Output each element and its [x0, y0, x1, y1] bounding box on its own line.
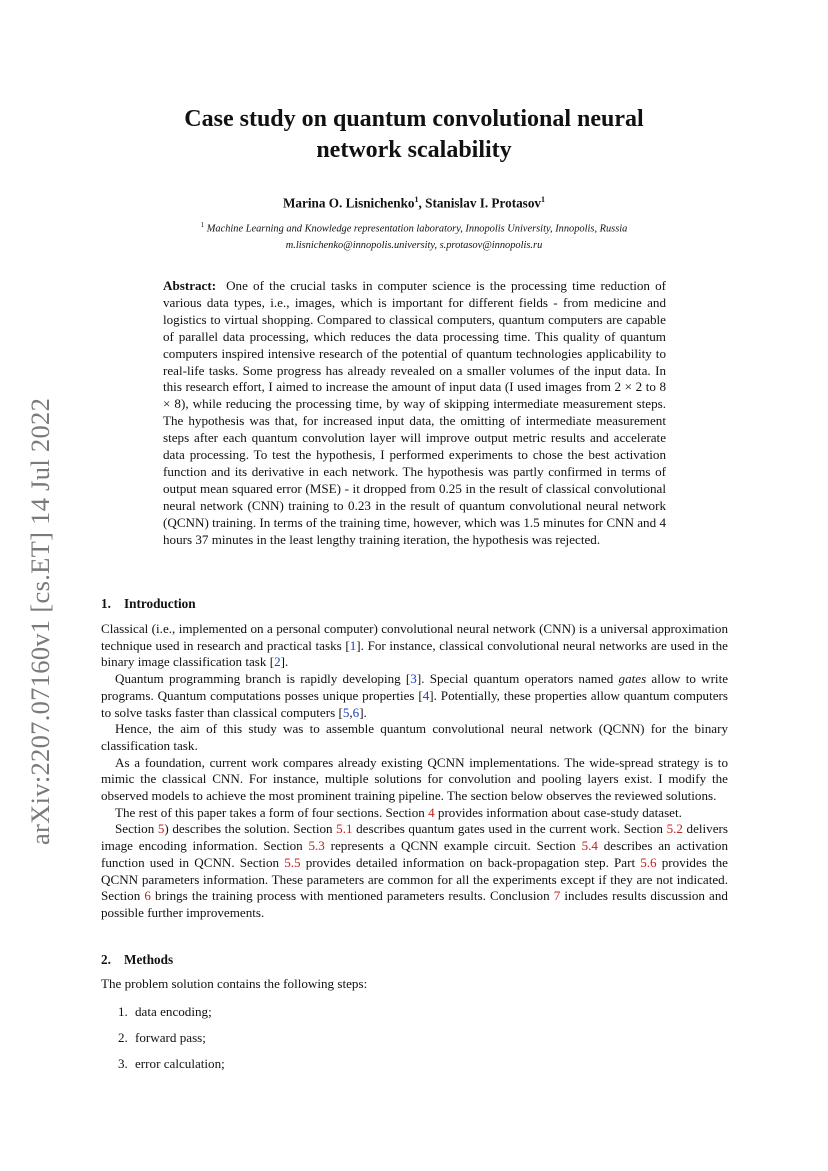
author-emails[interactable]: m.lisnichenko@innopolis.university, s.protasov@innopolis.ru	[285, 240, 543, 252]
section-link[interactable]: 5.6	[640, 854, 657, 870]
citation-link[interactable]: 5	[342, 704, 350, 720]
paragraph: The rest of this paper takes a form of four sections. Section 4 provides information about case-study dataset.	[115, 804, 682, 820]
affiliation-marker: 1	[414, 195, 419, 204]
section-link[interactable]: 5.3	[308, 838, 325, 854]
citation-link[interactable]: 3	[410, 671, 417, 687]
section-number: 2.	[101, 952, 111, 967]
section-link[interactable]: 5.2	[666, 821, 683, 837]
section-link[interactable]: 5.4	[581, 838, 598, 854]
paragraph: As a foundation, current work compares already existing QCNN implementations. The wide-spread strategy is to mimic the classical CNN. For instance, multiple solutions for convolution and pooling layers exist. I modify the observed models to achieve the most prominent training pipeline. The section below observes the reviewed solutions.	[101, 754, 728, 804]
affiliation-text: Machine Learning and Knowledge representation laboratory, Innopolis University, Innopolis, Russia	[206, 223, 628, 235]
abstract-text: ), while reducing the processing time, by way of skipping intermediate measurement steps. The hypothesis was that, for increased input data, the omitting of intermediate measurement steps after each quantum convolution layer will improve output metric results and accelerate data processing. To test the hypothesis, I performed experiments to chose the best activation function and its derivative in each network. The hypothesis was partly confirmed in terms of output mean squared error (MSE) - it dropped from 0.25 in the result of classical convolutional neural network (CNN) training to 0.23 in the result of quantum convolutional neural network (QCNN) training. In terms of the training time, however, which was 1.5 minutes for CNN and 4 hours 37 minutes in the least lengthy training iteration, the hypothesis was rejected.	[163, 396, 666, 547]
title-line-1: Case study on quantum convolutional neural	[184, 106, 644, 132]
section-link[interactable]: 7	[553, 888, 561, 904]
methods-intro: The problem solution contains the following steps:	[101, 976, 368, 991]
emphasis: gates	[618, 671, 647, 687]
abstract-text: to	[642, 379, 660, 395]
citation-link[interactable]: 4	[422, 687, 430, 703]
section-title: Introduction	[124, 596, 196, 611]
section-link[interactable]: 5	[157, 821, 165, 837]
author-list	[100, 195, 728, 211]
affiliation-marker: 1	[200, 221, 205, 229]
section-link[interactable]: 4	[428, 804, 435, 820]
author-name: Marina O. Lisnichenko	[282, 195, 415, 211]
paper-title	[100, 104, 728, 166]
abstract-label: Abstract:	[163, 278, 217, 293]
paragraph: Hence, the aim of this study was to assemble quantum convolutional neural network (QCNN) for the binary classification task.	[101, 721, 728, 753]
author-separator: ,	[418, 195, 426, 211]
arxiv-identifier: arXiv:2207.07160v1 [cs.ET] 14 Jul 2022	[25, 397, 55, 845]
section-title: Methods	[124, 952, 174, 967]
abstract-math: 8 × 8	[163, 379, 667, 412]
introduction-body	[101, 621, 728, 922]
affiliation-block	[100, 217, 728, 254]
section-number: 1.	[101, 596, 111, 611]
list-item: 1. data encoding;	[118, 1004, 212, 1019]
abstract-math: 2 × 2	[614, 379, 643, 395]
author-name: Stanislav I. Protasov	[425, 195, 542, 211]
section-link[interactable]: 5.5	[284, 854, 301, 870]
title-line-2: network scalability	[316, 137, 512, 163]
section-heading-introduction	[101, 596, 196, 612]
section-link[interactable]: 5.1	[336, 821, 353, 837]
abstract	[163, 278, 666, 549]
paragraph: Section 5) describes the solution. Section 5.1 describes quantum gates used in the current work. Section 5.2 delivers image encoding information. Section 5.3 represents a QCNN example circuit. Section 5.4 describes an activation function used in QCNN. Section 5.5 provides detailed information on back-propagation step. Part 5.6 provides the QCNN parameters information. These parameters are common for all the experiments except if they are not indicated. Section 6 brings the training process with mentioned parameters results. Conclusion 7 includes results discussion and possible further improvements.	[101, 821, 728, 920]
list-item: 3. error calculation;	[118, 1056, 225, 1071]
abstract-text: One of the crucial tasks in computer science is the processing time reduction of various data types, i.e., images, which is important for different fields - from medicine and logistics to virtual shopping. Compared to classical computers, quantum computers are capable of parallel data processing, which reduces the data processing time. This quality of quantum computers inspired intensive research of the potential of quantum technologies applicability to real-life tasks. Some progress has already revealed on a smaller volumes of the input data. In this research effort, I aimed to increase the amount of input data (I used images from	[163, 278, 666, 395]
paragraph: Quantum programming branch is rapidly developing [3]. Special quantum operators named gates allow to write programs. Quantum computations posses unique properties [4]. Potentially, these properties allow quantum computers to solve tasks faster than classical computers [5,6].	[101, 671, 729, 720]
affiliation-marker: 1	[541, 195, 546, 204]
citation-link[interactable]: 2	[274, 654, 281, 670]
paragraph: Classical (i.e., implemented on a personal computer) convolutional neural network (CNN) is a universal approximation technique used in research and practical tasks [1]. For instance, classical convolutional neural networks are used in the binary image classification task [2].	[101, 621, 728, 670]
list-item: 2. forward pass;	[118, 1030, 206, 1045]
section-link[interactable]: 6	[144, 888, 151, 904]
section-heading-methods	[101, 952, 173, 968]
citation-link[interactable]: 1	[349, 637, 357, 653]
citation-link[interactable]: 6	[352, 704, 360, 720]
